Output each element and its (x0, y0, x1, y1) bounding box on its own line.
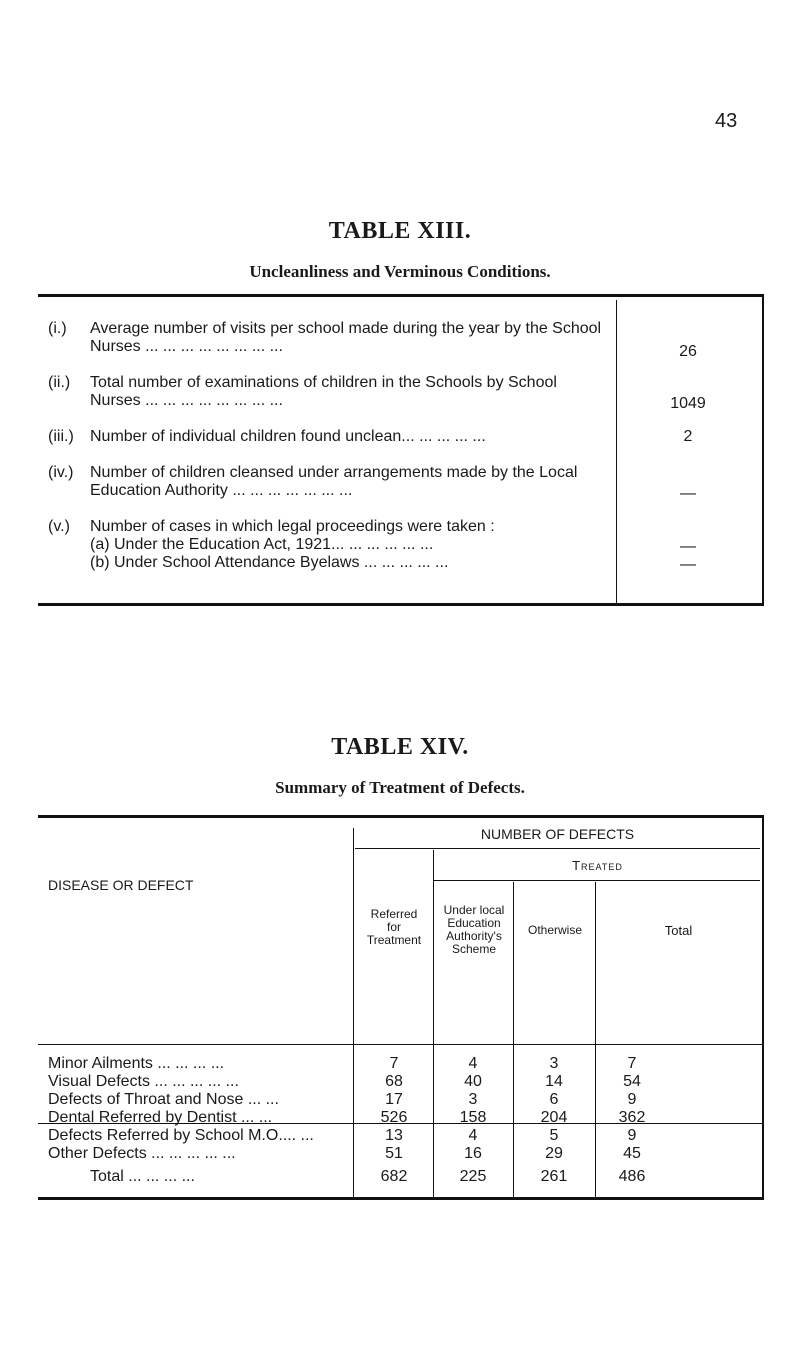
t13-subrow-a-label: (a) Under the Education Act, 1921... ... ... ... ... ... (90, 536, 434, 553)
table14-divider-4 (595, 882, 596, 1197)
t14-row2-referred: 68 (385, 1073, 403, 1090)
t14-total-label: Total ... ... ... ... (90, 1168, 195, 1185)
t14-row6-total: 45 (623, 1145, 641, 1162)
t13-row2-value: 1049 (670, 395, 706, 412)
header-referred-line2: for (386, 920, 401, 934)
t14-row5-total: 9 (627, 1127, 637, 1144)
t13-row4-line1: Number of children cleansed under arrangements made by the Local (90, 464, 578, 481)
t13-row2-num: (ii.) (48, 374, 71, 391)
t13-row4-num: (iv.) (48, 464, 74, 481)
table14-divider-3 (513, 882, 514, 1197)
t14-row2-local: 40 (464, 1073, 482, 1090)
table14-right-border (762, 817, 764, 1199)
table13-title: TABLE XIII. (328, 218, 472, 244)
t14-total-total: 486 (618, 1168, 646, 1185)
header-referred-line1: Referred (370, 907, 418, 921)
t14-total-local: 225 (459, 1168, 487, 1185)
header-total: Total (664, 923, 693, 938)
t13-row4-line2: Education Authority ... ... ... ... ... ... ... (90, 482, 353, 499)
t14-row1-total: 7 (627, 1055, 637, 1072)
t13-subrow-b-label: (b) Under School Attendance Byelaws ... ... ... ... ... (90, 554, 449, 571)
header-local-line1: Under local (443, 903, 505, 917)
t13-subrow-b-value: — (680, 556, 696, 573)
table14-treated-rule (433, 880, 760, 881)
table13-right-border (762, 296, 764, 605)
table13-column-divider (616, 300, 617, 603)
table13-subtitle: Uncleanliness and Verminous Conditions. (249, 262, 551, 281)
t14-total-referred: 682 (380, 1168, 408, 1185)
t13-row2-line2: Nurses ... ... ... ... ... ... ... ... (90, 392, 283, 409)
t14-row2-otherwise: 14 (545, 1073, 563, 1090)
t13-row1-value: 26 (679, 343, 697, 360)
t14-row4-label: Dental Referred by Dentist ... ... (48, 1109, 273, 1126)
header-otherwise: Otherwise (527, 923, 583, 937)
t14-row6-label: Other Defects ... ... ... ... ... (48, 1145, 236, 1162)
t14-row2-label: Visual Defects ... ... ... ... ... (48, 1073, 239, 1090)
t14-row4-total: 362 (618, 1109, 646, 1126)
t14-row4-otherwise: 204 (540, 1109, 568, 1126)
t14-row4-referred: 526 (380, 1109, 408, 1126)
table14-number-rule (355, 848, 760, 849)
t14-row3-otherwise: 6 (549, 1091, 559, 1108)
table14-title: TABLE XIV. (331, 734, 469, 760)
header-local-scheme (435, 904, 513, 956)
header-referred-line3: Treatment (366, 933, 422, 947)
t13-subrow-a-value: — (680, 538, 696, 555)
table14-top-rule (38, 815, 764, 818)
t14-row4-local: 158 (459, 1109, 487, 1126)
t13-row4-value: — (680, 485, 696, 502)
t13-row3-line1: Number of individual children found unclean... ... ... ... ... (90, 428, 486, 445)
t13-row3-num: (iii.) (48, 428, 74, 445)
t14-row5-referred: 13 (385, 1127, 403, 1144)
t13-row2-line1: Total number of examinations of children in the Schools by School (90, 374, 557, 391)
t14-row6-local: 16 (464, 1145, 482, 1162)
header-referred (355, 908, 433, 947)
t14-total-otherwise: 261 (540, 1168, 568, 1185)
t14-row3-local: 3 (468, 1091, 478, 1108)
header-local-line3: Authority's (446, 929, 502, 943)
t14-row3-total: 9 (627, 1091, 637, 1108)
t14-row1-otherwise: 3 (549, 1055, 559, 1072)
t13-row3-value: 2 (683, 428, 693, 445)
table14-bottom-rule (38, 1197, 764, 1200)
table14-header-rule (38, 1044, 764, 1045)
table13-bottom-rule (38, 603, 764, 606)
t14-row3-referred: 17 (385, 1091, 403, 1108)
table14-subtitle: Summary of Treatment of Defects. (275, 778, 525, 797)
t14-row5-otherwise: 5 (549, 1127, 559, 1144)
table14-divider-1 (353, 828, 354, 1197)
t13-row5-num: (v.) (48, 518, 70, 535)
t14-row5-label: Defects Referred by School M.O.... ... (48, 1127, 314, 1144)
t14-row1-local: 4 (468, 1055, 478, 1072)
page-number: 43 (715, 110, 738, 132)
t13-row5-line1: Number of cases in which legal proceedings were taken : (90, 518, 495, 535)
header-local-line2: Education (447, 916, 501, 930)
t13-row1-num: (i.) (48, 320, 67, 337)
t14-row6-otherwise: 29 (545, 1145, 563, 1162)
table13-top-rule (38, 294, 764, 297)
t14-row2-total: 54 (623, 1073, 641, 1090)
t14-row1-referred: 7 (389, 1055, 399, 1072)
t13-row1-line2: Nurses ... ... ... ... ... ... ... ... (90, 338, 283, 355)
header-disease-or-defect: DISEASE OR DEFECT (48, 877, 194, 893)
t14-row5-local: 4 (468, 1127, 478, 1144)
t14-row6-referred: 51 (385, 1145, 403, 1162)
t13-row1-line1: Average number of visits per school made during the year by the School (90, 320, 602, 337)
t14-row1-label: Minor Ailments ... ... ... ... (48, 1055, 225, 1072)
header-local-line4: Scheme (451, 942, 497, 956)
t14-row3-label: Defects of Throat and Nose ... ... (48, 1091, 279, 1108)
header-treated: Treated (572, 858, 623, 873)
header-number-of-defects: NUMBER OF DEFECTS (480, 826, 635, 842)
table14-divider-2 (433, 850, 434, 1197)
